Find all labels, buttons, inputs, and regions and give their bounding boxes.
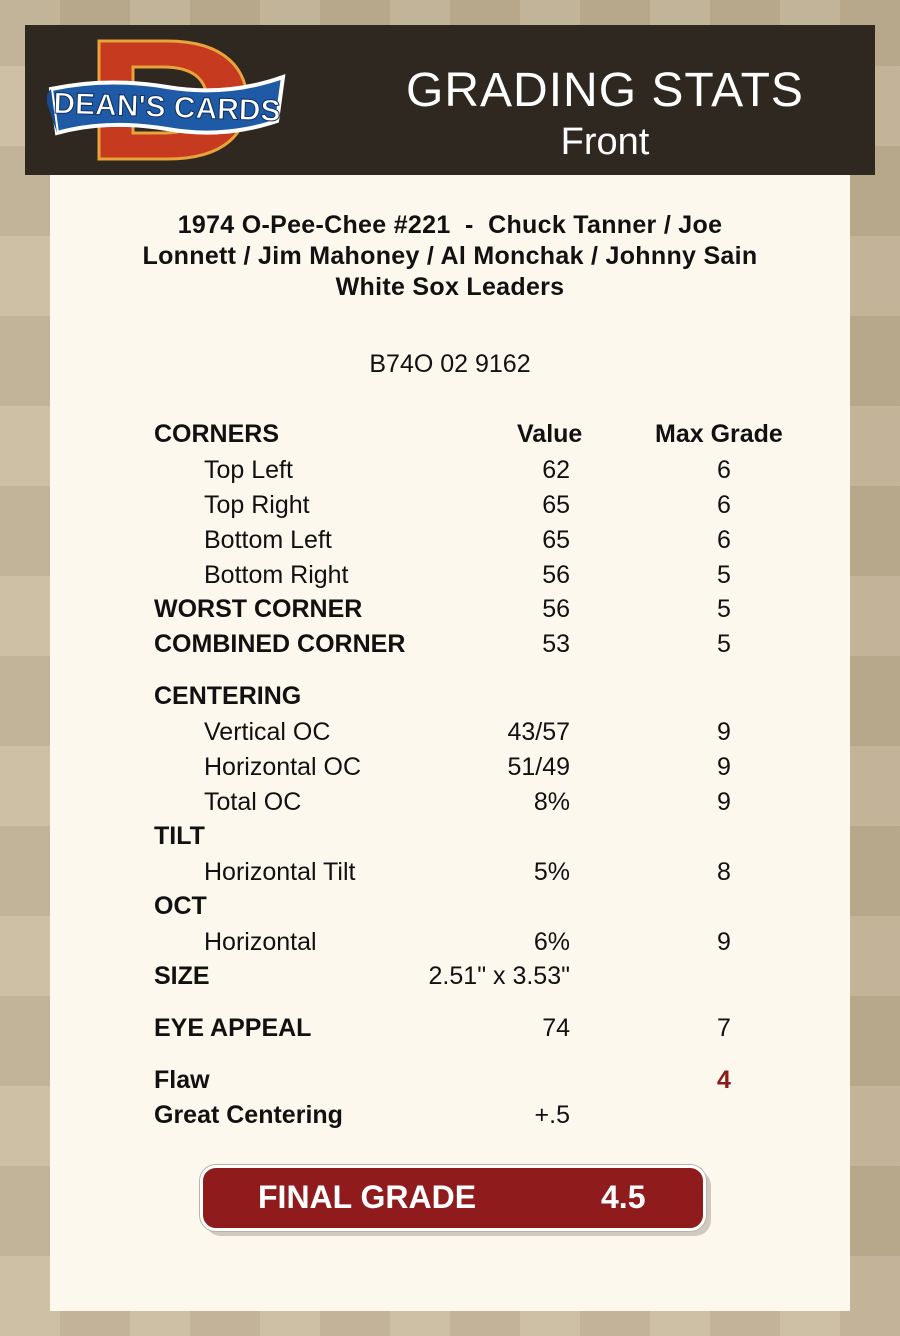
eye-appeal-value: 74 bbox=[542, 1014, 570, 1042]
cert-number: B74O 02 9162 bbox=[369, 350, 531, 378]
horizontal-tilt-row bbox=[50, 858, 850, 890]
bottom-right-max: 5 bbox=[717, 561, 731, 589]
oct-horizontal-label: Horizontal bbox=[204, 928, 317, 956]
oct-label: OCT bbox=[154, 892, 207, 920]
horizontal-oc-row bbox=[50, 753, 850, 785]
combined-corner-row bbox=[50, 630, 850, 662]
value-column-header: Value bbox=[517, 420, 583, 448]
oct-horizontal-row bbox=[50, 928, 850, 960]
vertical-oc-label: Vertical OC bbox=[204, 718, 331, 746]
worst-corner-label: WORST CORNER bbox=[154, 595, 363, 623]
total-oc-row bbox=[50, 788, 850, 820]
top-right-value: 65 bbox=[542, 491, 570, 519]
top-left-label: Top Left bbox=[204, 456, 293, 484]
eye-appeal-row bbox=[50, 1014, 850, 1046]
card-title-line3: White Sox Leaders bbox=[335, 273, 565, 301]
card-title bbox=[110, 210, 790, 303]
tilt-header-row bbox=[50, 822, 850, 854]
flaw-row bbox=[50, 1066, 850, 1098]
horizontal-oc-label: Horizontal OC bbox=[204, 753, 361, 781]
header-bar bbox=[25, 25, 875, 175]
final-grade-value: 4.5 bbox=[601, 1179, 646, 1215]
oct-horizontal-value: 6% bbox=[533, 928, 570, 956]
size-value: 2.51" x 3.53" bbox=[428, 962, 570, 990]
vertical-oc-value: 43/57 bbox=[507, 718, 570, 746]
eye-appeal-label: EYE APPEAL bbox=[154, 1014, 312, 1042]
total-oc-value: 8% bbox=[533, 788, 570, 816]
max-grade-column-header: Max Grade bbox=[655, 420, 783, 448]
top-right-label: Top Right bbox=[204, 491, 310, 519]
great-centering-value: +.5 bbox=[534, 1101, 570, 1129]
horizontal-tilt-label: Horizontal Tilt bbox=[204, 858, 356, 886]
bottom-left-max: 6 bbox=[717, 526, 731, 554]
final-grade-banner bbox=[200, 1165, 706, 1231]
corners-label: CORNERS bbox=[154, 420, 280, 448]
oct-header-row bbox=[50, 892, 850, 924]
horizontal-oc-max: 9 bbox=[717, 753, 731, 781]
great-centering-row bbox=[50, 1101, 850, 1133]
centering-label: CENTERING bbox=[154, 682, 302, 710]
horizontal-tilt-max: 8 bbox=[717, 858, 731, 886]
card-title-line1: 1974 O-Pee-Chee #221 - Chuck Tanner / Joe bbox=[177, 211, 723, 239]
eye-appeal-max: 7 bbox=[717, 1014, 731, 1042]
bottom-left-row bbox=[50, 526, 850, 558]
bottom-left-value: 65 bbox=[542, 526, 570, 554]
flaw-max: 4 bbox=[717, 1066, 731, 1094]
page-title: GRADING STATS bbox=[406, 64, 804, 117]
page-subtitle: Front bbox=[560, 121, 650, 163]
total-oc-label: Total OC bbox=[204, 788, 302, 816]
centering-header-row bbox=[50, 682, 850, 714]
size-label: SIZE bbox=[154, 962, 210, 990]
final-grade-label: FINAL GRADE bbox=[258, 1179, 477, 1215]
deans-cards-logo bbox=[47, 37, 287, 165]
vertical-oc-row bbox=[50, 718, 850, 750]
card-title-line2: Lonnett / Jim Mahoney / Al Monchak / Johnny Sain bbox=[142, 242, 758, 270]
combined-corner-label: COMBINED CORNER bbox=[154, 630, 406, 658]
bottom-left-label: Bottom Left bbox=[204, 526, 332, 554]
flaw-label: Flaw bbox=[154, 1066, 210, 1094]
top-right-row bbox=[50, 491, 850, 523]
oct-horizontal-max: 9 bbox=[717, 928, 731, 956]
horizontal-tilt-value: 5% bbox=[533, 858, 570, 886]
top-left-max: 6 bbox=[717, 456, 731, 484]
top-left-row bbox=[50, 456, 850, 488]
total-oc-max: 9 bbox=[717, 788, 731, 816]
bottom-right-label: Bottom Right bbox=[204, 561, 349, 589]
great-centering-label: Great Centering bbox=[154, 1101, 343, 1129]
top-right-max: 6 bbox=[717, 491, 731, 519]
bottom-right-value: 56 bbox=[542, 561, 570, 589]
top-left-value: 62 bbox=[542, 456, 570, 484]
worst-corner-value: 56 bbox=[542, 595, 570, 623]
worst-corner-row bbox=[50, 595, 850, 627]
combined-corner-max: 5 bbox=[717, 630, 731, 658]
size-row bbox=[50, 962, 850, 994]
stats-panel bbox=[50, 175, 850, 1311]
bottom-right-row bbox=[50, 561, 850, 593]
corners-header-row bbox=[50, 420, 850, 452]
combined-corner-value: 53 bbox=[542, 630, 570, 658]
horizontal-oc-value: 51/49 bbox=[507, 753, 570, 781]
logo-text: DEAN'S CARDS bbox=[52, 87, 282, 128]
tilt-label: TILT bbox=[154, 822, 205, 850]
vertical-oc-max: 9 bbox=[717, 718, 731, 746]
worst-corner-max: 5 bbox=[717, 595, 731, 623]
